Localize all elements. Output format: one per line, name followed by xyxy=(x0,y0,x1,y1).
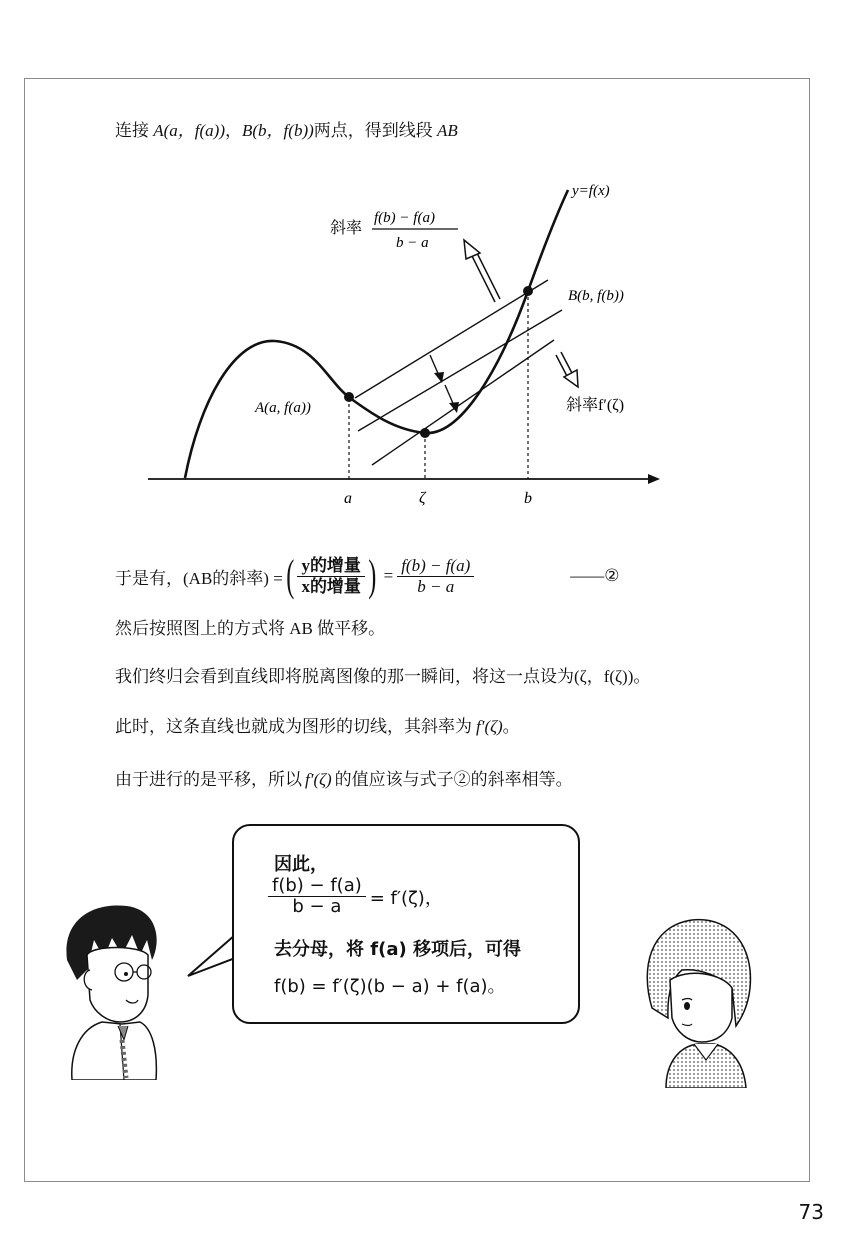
point-a-label: A(a, f(a)) xyxy=(255,400,311,416)
equation-2: 于是有，(AB的斜率) = ( $\frac{\text{y的增量}}{\text{x的增量}}$ ) = $\frac{f(b) - f(a)}{b - a}$ ——② xyxy=(115,551,620,600)
bubble-line-1: 因此， xyxy=(274,854,328,875)
parallel-line xyxy=(358,310,562,431)
paragraph-translate: 然后按照图上的方式将 AB 做平移。 xyxy=(115,619,386,638)
axis-tick-zeta: ζ xyxy=(419,490,426,507)
axis-tick-a: a xyxy=(344,490,352,507)
increment-fraction: $\frac{\text{y的增量}}{\text{x的增量}}$ xyxy=(297,556,365,597)
paragraph-limit-point: 我们终归会看到直线即将脱离图像的那一瞬间，将这一点设为(ζ，f(ζ))。 xyxy=(115,667,651,686)
bubble-fraction: $\frac{f(b) - f(a)}{b - a}$ = f′(ζ)， xyxy=(268,876,443,917)
bubble-line-4: f(b) = f′(ζ)(b − a) + f(a)。 xyxy=(274,976,506,997)
boy-character-illustration xyxy=(52,900,192,1080)
bubble-line-3: 去分母，将 f(a) 移项后，可得 xyxy=(274,939,521,960)
eye-icon xyxy=(684,1002,690,1010)
point-a-text: A(a，f(a)) xyxy=(153,121,226,140)
intro-line: 连接 A(a，f(a))，B(b，f(b))两点，得到线段 AB xyxy=(115,121,458,140)
tangent-line xyxy=(372,340,554,465)
double-arrow-down-icon xyxy=(564,370,578,387)
x-axis-arrow xyxy=(648,474,660,484)
paragraph-equal-slope: 由于进行的是平移，所以 f′(ζ) 的值应该与式子②的斜率相等。 xyxy=(115,770,573,789)
left-paren: ( xyxy=(286,551,295,600)
function-curve xyxy=(185,190,568,478)
point-zeta-dot xyxy=(420,428,430,438)
slope-ab-prefix: 斜率 xyxy=(330,220,363,237)
right-paren: ) xyxy=(368,551,377,600)
tangent-slope-label: 斜率f′(ζ) xyxy=(566,397,625,414)
eye-icon xyxy=(124,972,128,976)
slope-ab-num: f(b) − f(a) xyxy=(374,210,435,226)
secant-line xyxy=(355,280,548,398)
equation-tag: ——② xyxy=(570,566,620,585)
point-a-dot xyxy=(344,392,354,402)
curve-label: y=f(x) xyxy=(572,183,610,199)
point-b-text: B(b，f(b)) xyxy=(242,121,314,140)
page-number: 73 xyxy=(798,1200,824,1224)
girl-character-illustration xyxy=(632,908,772,1088)
point-b-dot xyxy=(523,286,533,296)
axis-tick-b: b xyxy=(524,490,532,507)
segment-text: AB xyxy=(437,121,458,140)
slope-fraction: $\frac{f(b) - f(a)}{b - a}$ xyxy=(397,556,474,597)
mean-value-figure xyxy=(0,0,850,560)
slope-ab-den: b − a xyxy=(396,235,429,251)
point-b-label: B(b, f(b)) xyxy=(568,288,624,304)
paragraph-tangent: 此时，这条直线也就成为图形的切线，其斜率为 f′(ζ)。 xyxy=(115,717,520,736)
double-arrow-up-icon xyxy=(464,240,480,259)
